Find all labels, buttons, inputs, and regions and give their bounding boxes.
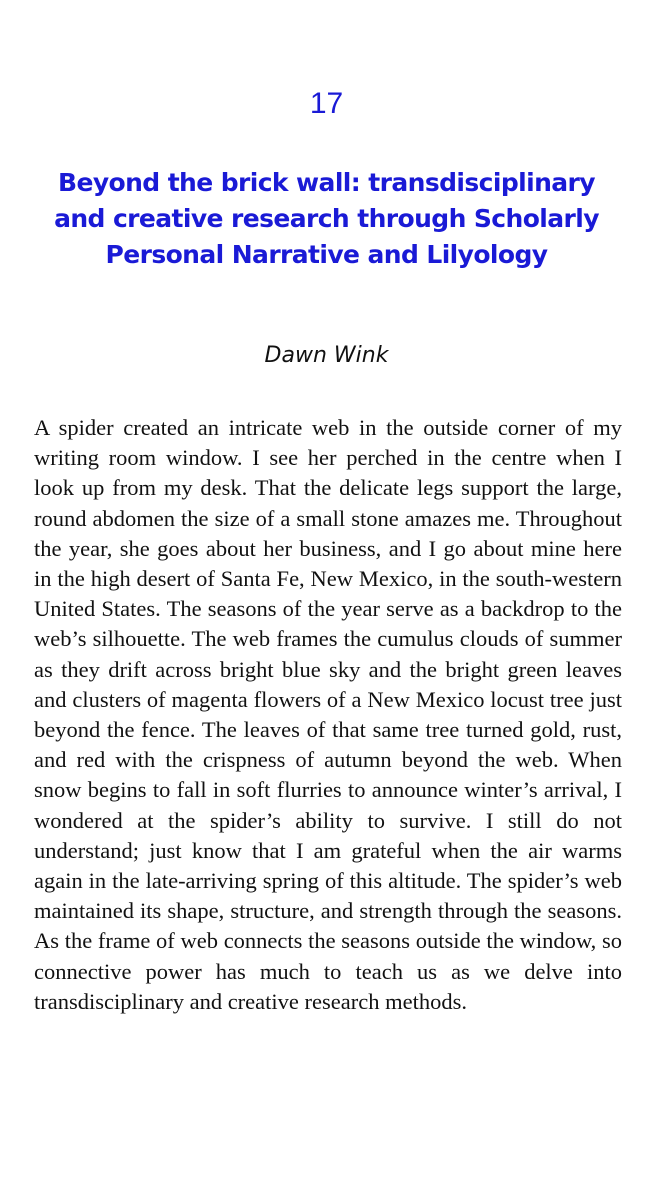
- chapter-title: Beyond the brick wall: transdisciplinary and creative research through Scholarly Personal Narrative and Lilyology: [54, 168, 599, 269]
- chapter-author: Dawn Wink: [264, 343, 389, 368]
- chapter-number: 17: [309, 87, 344, 120]
- body-paragraph: A spider created an intricate web in the outside corner of my writing room window. I see her perched in the centre when I look up from my desk. That the delicate legs support the large, round abdomen the size of a small stone amazes me. Throughout the year, she goes about her business, and I go about mine here in the high desert of Santa Fe, New Mexico, in the south-western United States. The seasons of the year serve as a backdrop to the web’s silhouette. The web frames the cumulus clouds of summer as they drift across bright blue sky and the bright green leaves and clusters of magenta flowers of a New Mexico locust tree just beyond the fence. The leaves of that same tree turned gold, rust, and red with the crispness of autumn beyond the web. When snow begins to fall in soft flurries to announce winter’s arrival, I wondered at the spider’s ability to survive. I still do not understand; just know that I am grateful when the air warms again in the late-arriving spring of this altitude. The spider’s web maintained its shape, structure, and strength through the seasons. As the frame of web connects the seasons outside the window, so connective power has much to teach us as we delve into transdisciplinary and creative research methods.: [34, 415, 622, 1014]
